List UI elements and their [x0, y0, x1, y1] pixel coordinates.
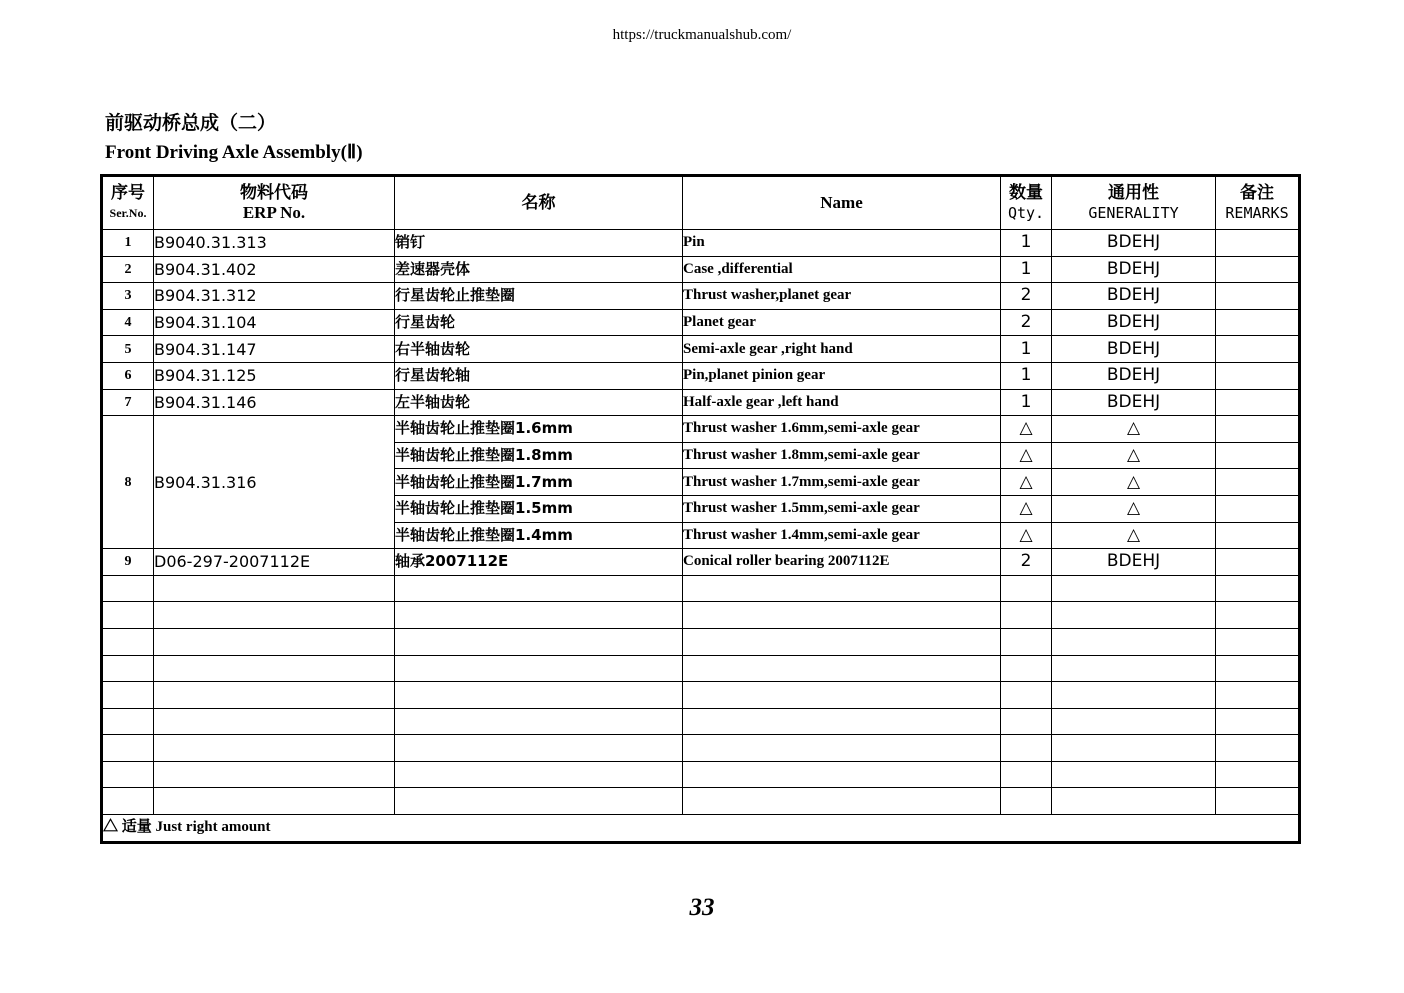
header-erp-no — [154, 176, 395, 230]
erp-cell: B904.31.146 — [154, 389, 395, 416]
ser-cell: 7 — [102, 389, 154, 416]
empty-row — [102, 602, 1300, 629]
name-cn-cell: 销钉 — [395, 230, 683, 257]
generality-cell: BDEHJ — [1052, 256, 1216, 283]
ser-cell: 8 — [102, 416, 154, 549]
generality-cell: BDEHJ — [1052, 362, 1216, 389]
source-url: https://truckmanualshub.com/ — [612, 27, 792, 43]
remarks-cell — [1216, 309, 1300, 336]
name-cn-cell: 差速器壳体 — [395, 256, 683, 283]
remarks-cell — [1216, 362, 1300, 389]
qty-cell: △ — [1001, 522, 1052, 549]
generality-cell: BDEHJ — [1052, 336, 1216, 363]
generality-cell: △ — [1052, 416, 1216, 443]
name-en-cell: Thrust washer 1.4mm,semi-axle gear — [683, 522, 1001, 549]
remarks-cell — [1216, 283, 1300, 310]
ser-cell: 1 — [102, 230, 154, 257]
remarks-cell — [1216, 522, 1300, 549]
qty-cell: 1 — [1001, 389, 1052, 416]
name-cn-cell: 半轴齿轮止推垫圈1.8mm — [395, 442, 683, 469]
qty-cell: 1 — [1001, 230, 1052, 257]
empty-row — [102, 655, 1300, 682]
qty-cell: △ — [1001, 469, 1052, 496]
name-en-cell: Pin — [683, 230, 1001, 257]
table-row — [102, 389, 1300, 416]
erp-cell: B904.31.312 — [154, 283, 395, 310]
qty-cell: △ — [1001, 495, 1052, 522]
generality-cell: △ — [1052, 469, 1216, 496]
empty-row — [102, 708, 1300, 735]
remarks-cell — [1216, 442, 1300, 469]
empty-row — [102, 575, 1300, 602]
remarks-cell — [1216, 549, 1300, 576]
ser-cell: 5 — [102, 336, 154, 363]
name-en-cell: Thrust washer 1.6mm,semi-axle gear — [683, 416, 1001, 443]
ser-cell: 3 — [102, 283, 154, 310]
header-erp-en: ERP No. — [242, 203, 306, 222]
empty-row — [102, 628, 1300, 655]
empty-row — [102, 682, 1300, 709]
remarks-cell — [1216, 230, 1300, 257]
empty-row — [102, 761, 1300, 788]
erp-cell: B904.31.125 — [154, 362, 395, 389]
generality-cell: BDEHJ — [1052, 309, 1216, 336]
qty-cell: 1 — [1001, 336, 1052, 363]
header-name-en — [683, 176, 1001, 230]
erp-cell: B904.31.402 — [154, 256, 395, 283]
name-cn-cell: 半轴齿轮止推垫圈1.4mm — [395, 522, 683, 549]
generality-cell: BDEHJ — [1052, 389, 1216, 416]
remarks-cell — [1216, 336, 1300, 363]
name-en-cell: Thrust washer 1.8mm,semi-axle gear — [683, 442, 1001, 469]
qty-cell: 2 — [1001, 283, 1052, 310]
footnote-row — [102, 815, 1300, 843]
generality-cell: △ — [1052, 522, 1216, 549]
name-cn-cell: 轴承2007112E — [395, 549, 683, 576]
erp-cell: B904.31.147 — [154, 336, 395, 363]
name-cn-cell: 半轴齿轮止推垫圈1.5mm — [395, 495, 683, 522]
name-cn-cell: 行星齿轮止推垫圈 — [395, 283, 683, 310]
name-en-cell: Pin,planet pinion gear — [683, 362, 1001, 389]
header-erp-cn: 物料代码 — [240, 183, 308, 203]
name-en-cell: Thrust washer 1.7mm,semi-axle gear — [683, 469, 1001, 496]
name-en-cell: Conical roller bearing 2007112E — [683, 549, 1001, 576]
name-en-cell: Half-axle gear ,left hand — [683, 389, 1001, 416]
header-name-cn-label: 名称 — [521, 192, 556, 213]
table-row — [102, 362, 1300, 389]
empty-row — [102, 735, 1300, 762]
qty-cell: 2 — [1001, 549, 1052, 576]
erp-cell: B9040.31.313 — [154, 230, 395, 257]
header-qty-cn: 数量 — [1009, 183, 1043, 203]
generality-cell: △ — [1052, 442, 1216, 469]
header-gen-cn: 通用性 — [1108, 183, 1159, 203]
header-name-cn — [395, 176, 683, 230]
qty-cell: △ — [1001, 416, 1052, 443]
remarks-cell — [1216, 416, 1300, 443]
name-en-cell: Case ,differential — [683, 256, 1001, 283]
ser-cell: 9 — [102, 549, 154, 576]
erp-cell: D06-297-2007112E — [154, 549, 395, 576]
header-ser-no — [102, 176, 154, 230]
name-cn-cell: 行星齿轮 — [395, 309, 683, 336]
table-row — [102, 416, 1300, 443]
header-remarks — [1216, 176, 1300, 230]
table-row — [102, 336, 1300, 363]
name-cn-cell: 行星齿轮轴 — [395, 362, 683, 389]
table-row — [102, 230, 1300, 257]
table-row — [102, 549, 1300, 576]
ser-cell: 6 — [102, 362, 154, 389]
name-en-cell: Planet gear — [683, 309, 1001, 336]
name-en-cell: Thrust washer,planet gear — [683, 283, 1001, 310]
table-row — [102, 309, 1300, 336]
erp-cell: B904.31.316 — [154, 416, 395, 549]
remarks-cell — [1216, 469, 1300, 496]
generality-cell: BDEHJ — [1052, 283, 1216, 310]
parts-table — [100, 174, 1301, 844]
qty-cell: △ — [1001, 442, 1052, 469]
name-en-cell: Semi-axle gear ,right hand — [683, 336, 1001, 363]
generality-cell: BDEHJ — [1052, 549, 1216, 576]
table-header-row — [102, 176, 1300, 230]
page-title-chinese: 前驱动桥总成（二） — [105, 112, 277, 134]
qty-cell: 2 — [1001, 309, 1052, 336]
header-ser-cn: 序号 — [111, 183, 145, 203]
header-qty-en: Qty. — [1007, 204, 1045, 222]
header-qty — [1001, 176, 1052, 230]
name-cn-cell: 右半轴齿轮 — [395, 336, 683, 363]
table-row — [102, 283, 1300, 310]
empty-row — [102, 788, 1300, 815]
generality-cell: △ — [1052, 495, 1216, 522]
remarks-cell — [1216, 495, 1300, 522]
name-en-cell: Thrust washer 1.5mm,semi-axle gear — [683, 495, 1001, 522]
ser-cell: 4 — [102, 309, 154, 336]
header-ser-en: Ser.No. — [109, 206, 147, 220]
ser-cell: 2 — [102, 256, 154, 283]
remarks-cell — [1216, 389, 1300, 416]
name-cn-cell: 左半轴齿轮 — [395, 389, 683, 416]
qty-cell: 1 — [1001, 362, 1052, 389]
header-rem-cn: 备注 — [1240, 183, 1274, 203]
table-row — [102, 256, 1300, 283]
header-generality — [1052, 176, 1216, 230]
name-cn-cell: 半轴齿轮止推垫圈1.6mm — [395, 416, 683, 443]
name-cn-cell: 半轴齿轮止推垫圈1.7mm — [395, 469, 683, 496]
header-gen-en: GENERALITY — [1088, 204, 1179, 222]
page-title-english: Front Driving Axle Assembly(Ⅱ) — [105, 142, 363, 163]
page-number: 33 — [689, 894, 715, 921]
erp-cell: B904.31.104 — [154, 309, 395, 336]
footnote: △ 适量 Just right amount — [102, 815, 1300, 843]
header-name-en-label: Name — [820, 192, 863, 212]
qty-cell: 1 — [1001, 256, 1052, 283]
remarks-cell — [1216, 256, 1300, 283]
header-rem-en: REMARKS — [1225, 204, 1289, 222]
generality-cell: BDEHJ — [1052, 230, 1216, 257]
